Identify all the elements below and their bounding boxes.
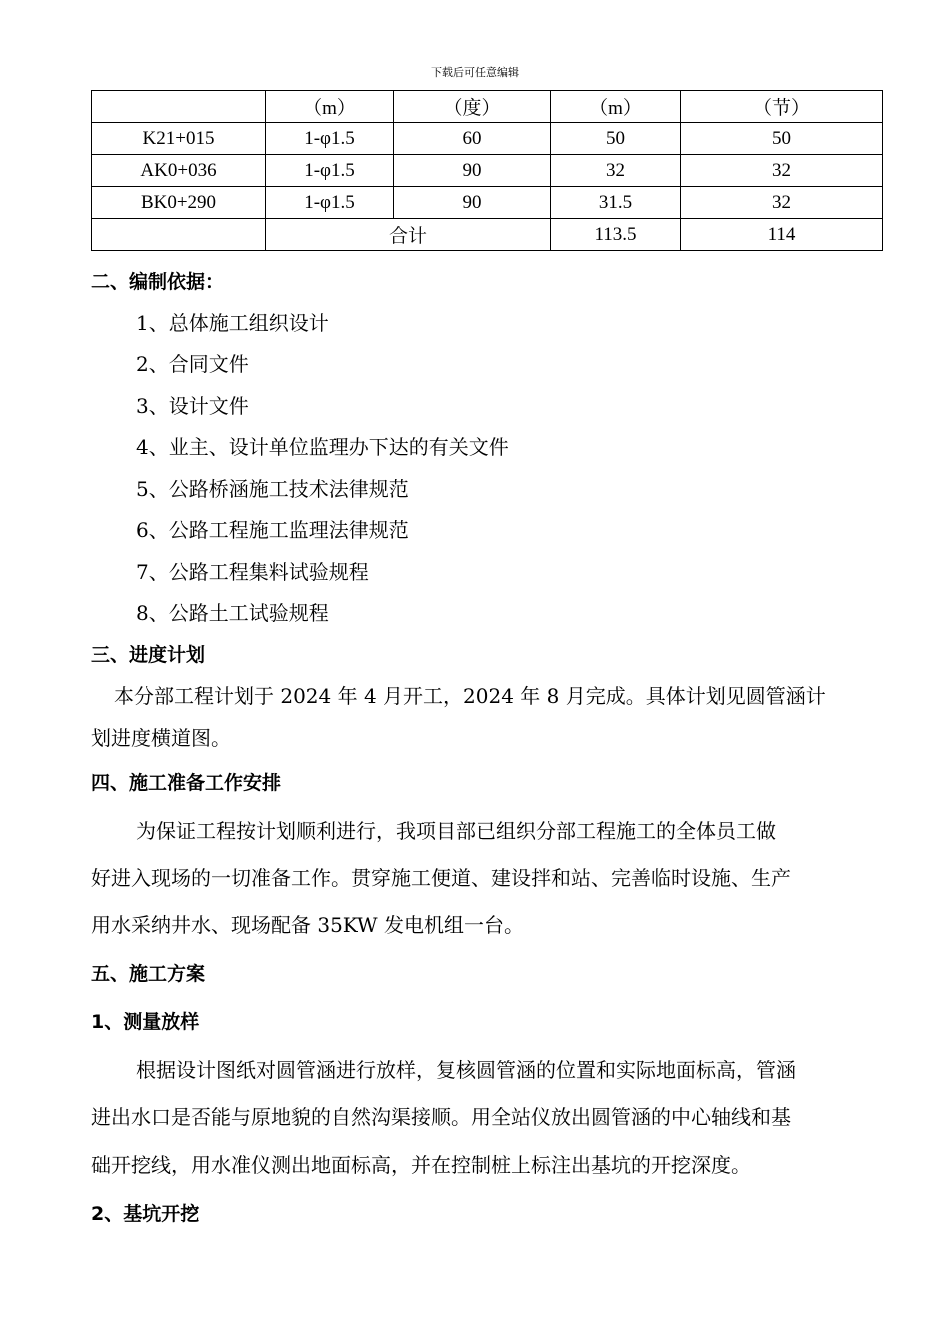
table-row [92,123,883,155]
paragraph-line: 好进入现场的一切准备工作。贯穿施工便道、建设拌和站、完善临时设施、生产 [91,866,791,890]
table-cell: 32 [681,187,883,219]
table-cell: 90 [394,155,551,187]
basis-item: 2、合同文件 [136,352,249,376]
paragraph-line: 础开挖线，用水准仪测出地面标高，并在控制桩上标注出基坑的开挖深度。 [91,1153,751,1177]
table-row [92,187,883,219]
table-cell: BK0+290 [92,187,266,219]
table-cell: 50 [551,123,681,155]
culvert-table [91,90,883,251]
basis-item: 5、公路桥涵施工技术法律规范 [136,477,409,501]
paragraph-line: 划进度横道图。 [91,726,231,750]
page-header: 下载后可任意编辑 [431,66,519,79]
basis-item: 3、设计文件 [136,394,249,418]
paragraph-line: 用水采纳井水、现场配备 35KW 发电机组一台。 [91,913,524,937]
table-cell: AK0+036 [92,155,266,187]
table-cell [92,219,266,251]
basis-item: 8、公路土工试验规程 [136,601,329,625]
paragraph-line: 为保证工程按计划顺利进行，我项目部已组织分部工程施工的全体员工做 [136,819,776,843]
total-length: 113.5 [551,219,681,251]
basis-item: 1、总体施工组织设计 [136,311,329,335]
table-cell [92,91,266,123]
basis-item: 7、公路工程集料试验规程 [136,560,369,584]
table-cell: 32 [681,155,883,187]
table-cell: （m） [551,91,681,123]
section-heading: 三、进度计划 [91,644,206,666]
total-label: 合计 [266,219,551,251]
table-cell: 31.5 [551,187,681,219]
section-heading: 四、施工准备工作安排 [91,772,282,794]
table-cell: K21+015 [92,123,266,155]
paragraph-line: 本分部工程计划于 2024 年 4 月开工，2024 年 8 月完成。具体计划见圆管涵计 [114,684,826,708]
total-sections: 114 [681,219,883,251]
table-cell: （度） [394,91,551,123]
table-cell: 90 [394,187,551,219]
paragraph-line: 进出水口是否能与原地貌的自然沟渠接顺。用全站仪放出圆管涵的中心轴线和基 [91,1105,791,1129]
table-cell: （m） [266,91,394,123]
paragraph-line: 根据设计图纸对圆管涵进行放样，复核圆管涵的位置和实际地面标高，管涵 [136,1058,796,1082]
table-cell: 1-φ1.5 [266,123,394,155]
table-cell: 32 [551,155,681,187]
basis-item: 6、公路工程施工监理法律规范 [136,518,409,542]
table-row [92,91,883,123]
table-cell: 50 [681,123,883,155]
basis-item: 4、业主、设计单位监理办下达的有关文件 [136,435,509,459]
table-total-row [92,219,883,251]
subsection-heading: 1、测量放样 [91,1011,200,1033]
section-heading: 五、施工方案 [91,963,206,985]
subsection-heading: 2、基坑开挖 [91,1203,200,1225]
table-cell: 1-φ1.5 [266,187,394,219]
table-row [92,155,883,187]
table-cell: 1-φ1.5 [266,155,394,187]
table-cell: 60 [394,123,551,155]
section-heading: 二、编制依据： [91,271,225,293]
table-cell: （节） [681,91,883,123]
